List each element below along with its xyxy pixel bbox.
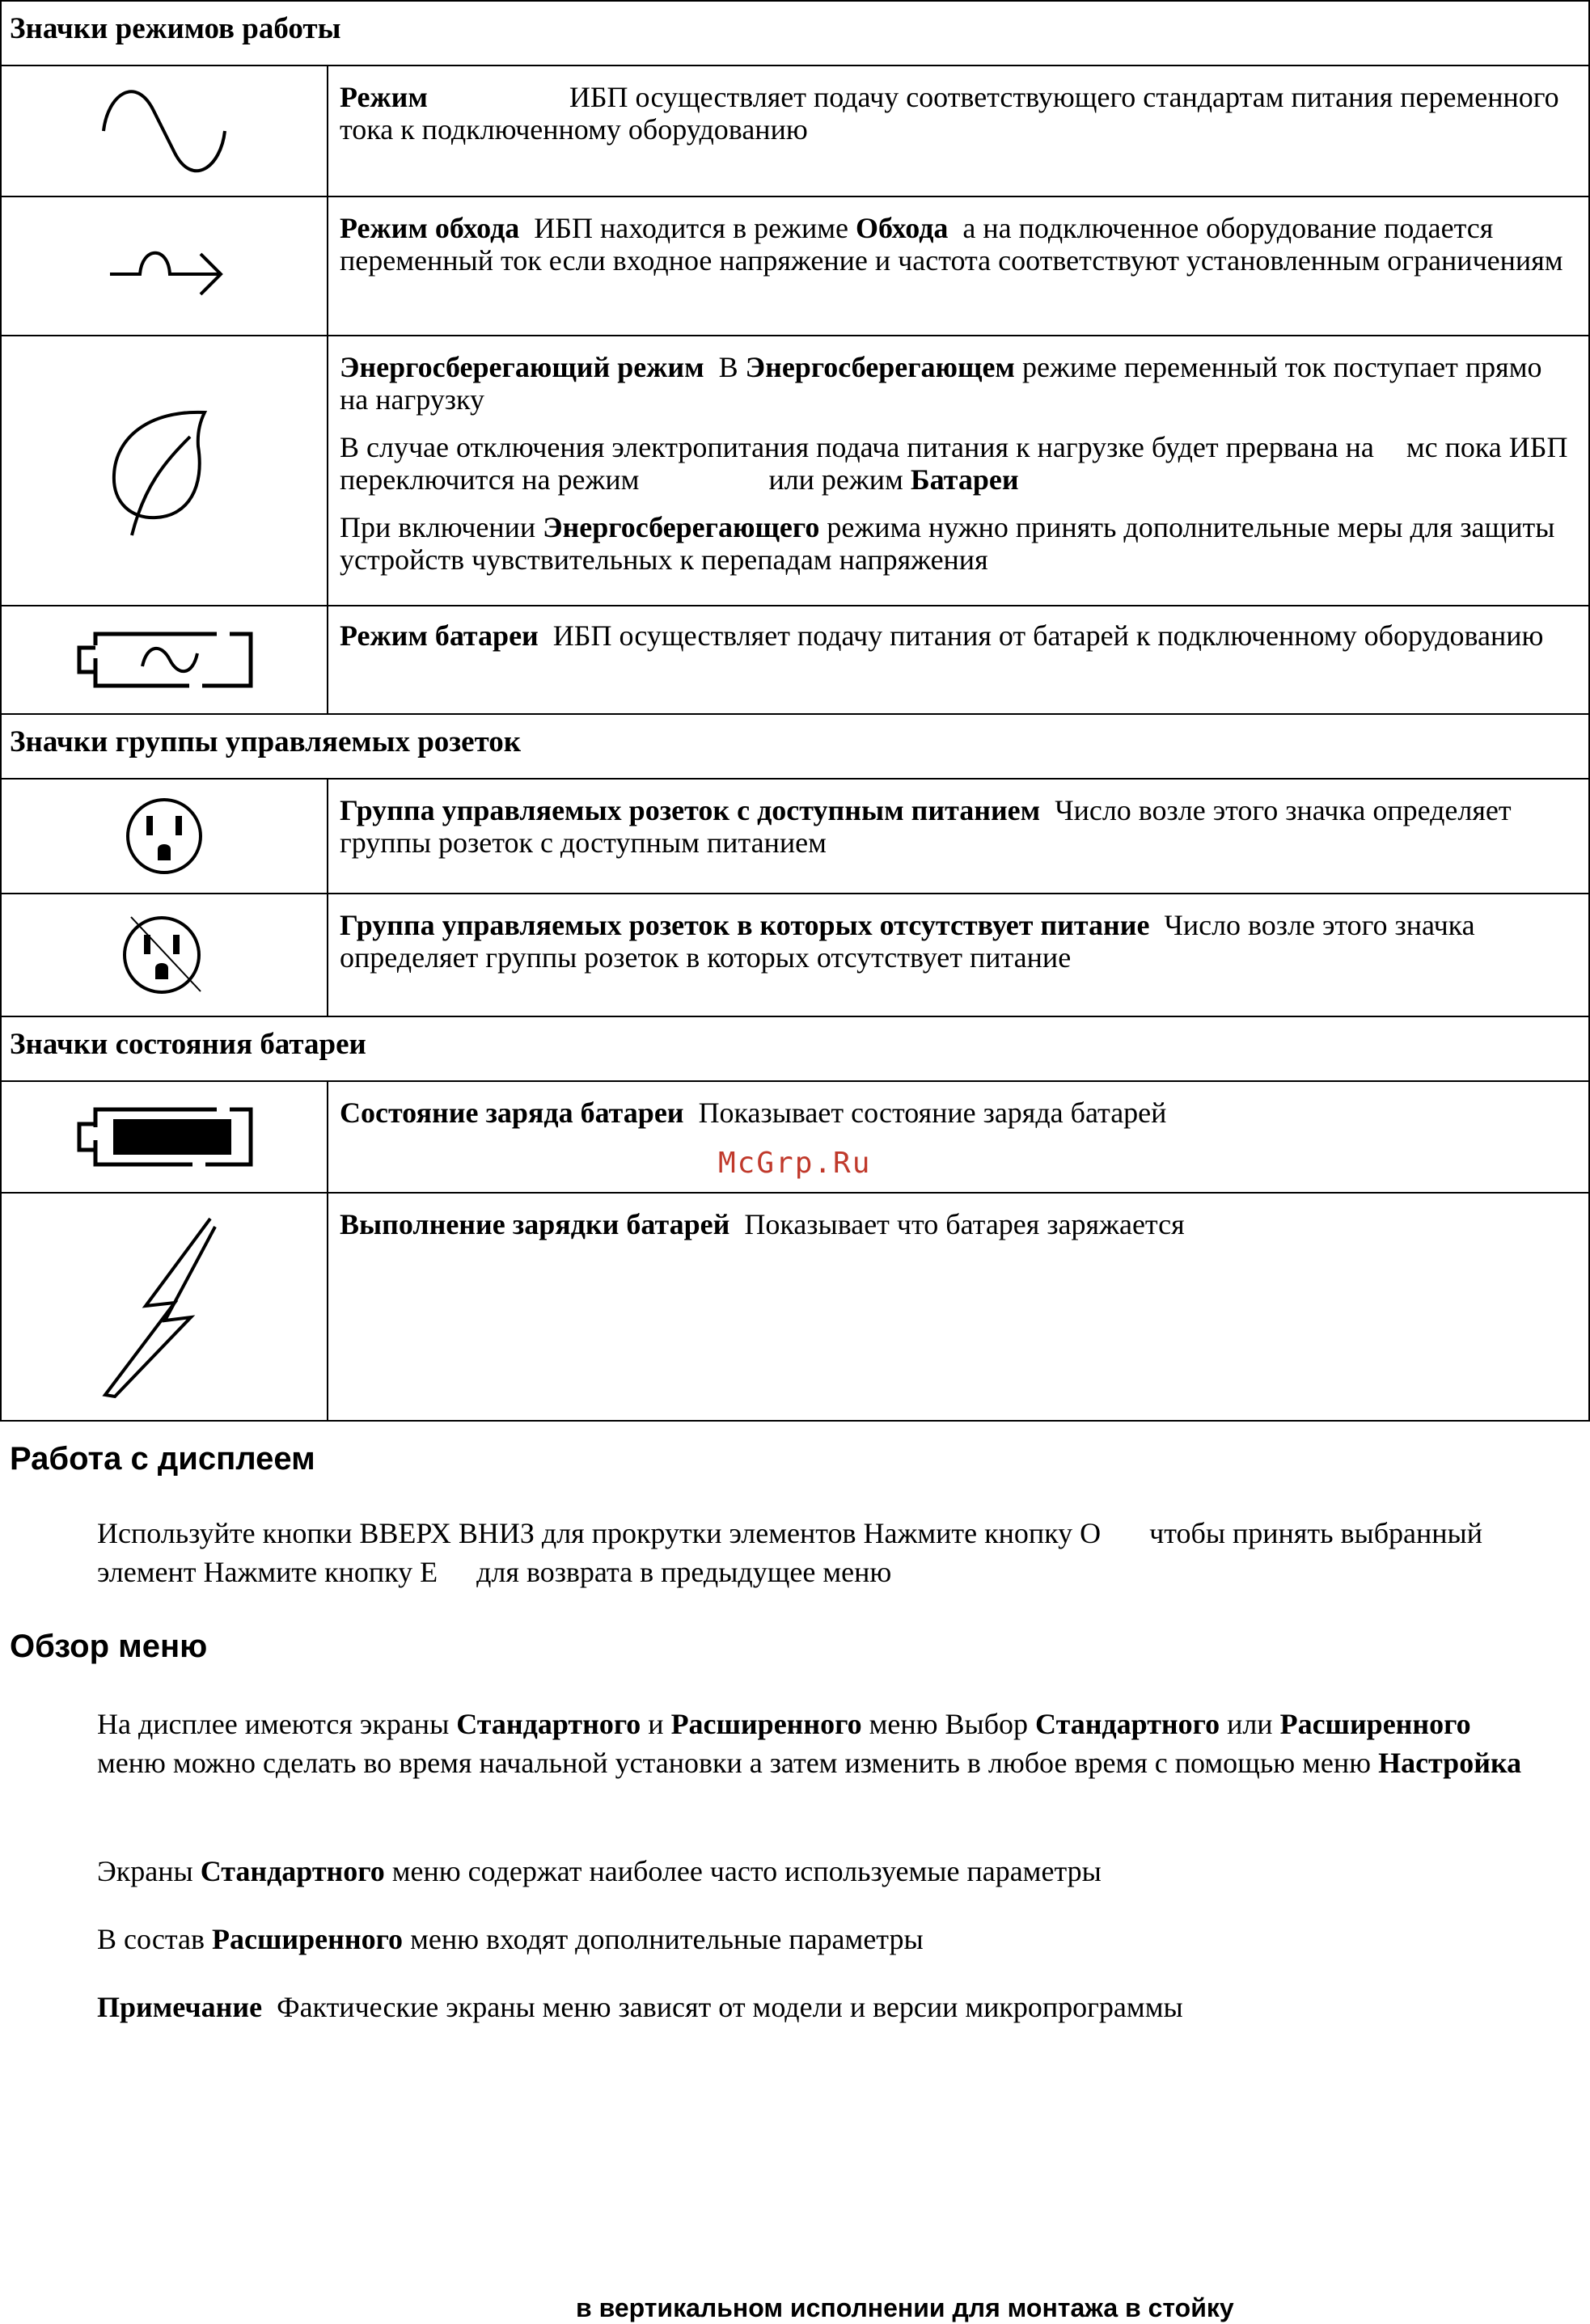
battery-full-icon [63,1103,265,1171]
table-row [1,894,1589,1016]
row-charging: Выполнение зарядки батарей Показывает что батарея заряжается [328,1193,1589,1421]
table-row [1,606,1589,714]
row-outlets-on: Группа управляемых розеток с доступным питанием Число возле этого значка определяет группы розеток с доступным питанием [328,779,1589,894]
leaf-icon [99,398,229,543]
sine-wave-icon [95,78,233,184]
menu-note: Примечание Фактические экраны меню зависят от модели и версии микропрограммы [97,1991,1183,2023]
menu-paragraph-2: Экраны Стандартного меню содержат наиболее часто используемые параметры [97,1855,1102,1887]
section-header-outlets: Значки группы управляемых розеток [1,714,1589,779]
table-row [1,779,1589,894]
section-header-modes: Значки режимов работы [1,1,1589,65]
table-row [1,65,1589,196]
page-footer: в вертикальном исполнении для монтажа в стойку [576,2293,1234,2322]
display-section-title: Работа с дисплеем [10,1441,315,1477]
display-section-text: Используйте кнопки ВВЕРХ ВНИЗ для прокрутки элементов Нажмите кнопку О чтобы принять выбранный элемент Нажмите кнопку Е для возврата в предыдущее меню [97,1517,1482,1588]
lightning-icon [95,1214,233,1400]
outlet-off-icon [120,911,209,999]
row-online: Режим ИБП осуществляет подачу соответствующего стандартам питания переменного тока к подключенному оборудованию [328,65,1589,196]
battery-sine-icon [63,627,265,692]
row-battery-mode: Режим батареи ИБП осуществляет подачу питания от батарей к подключенному оборудованию [328,606,1589,714]
row-bypass: Режим обхода ИБП находится в режиме Обхода а на подключенное оборудование подается переменный ток если входное напряжение и частота соответствуют установленным ограничениям [328,196,1589,336]
section-header-battery: Значки состояния батареи [1,1016,1589,1081]
row-eco: Энергосберегающий режим В Энергосберегающем режиме переменный ток поступает прямо на нагрузку В случае отключения электропитания подача питания к нагрузке будет прервана на мс пока ИБП переключится на режим или режим Батареи При включении Энергосберегающего режима нужно принять дополнительные меры для защиты устройств чувствительных к перепадам напряжения [328,336,1589,606]
watermark: McGrp.Ru [718,1147,872,1180]
row-outlets-off: Группа управляемых розеток в которых отсутствует питание Число возле этого значка определяет группы розеток в которых отсутствует питание [328,894,1589,1016]
row-charge-state: Состояние заряда батареи Показывает состояние заряда батарей [328,1081,1589,1193]
menu-paragraph-1: На дисплее имеются экраны Стандартного и Расширенного меню Выбор Стандартного или Расширенного меню можно сделать во время начальной установки а затем изменить в любое время с помощью меню Настройка [97,1708,1522,1779]
menu-section-title: Обзор меню [10,1629,208,1664]
table-row [1,196,1589,336]
bypass-arrow-icon [95,230,233,302]
table-row [1,336,1589,606]
menu-paragraph-3: В состав Расширенного меню входят дополнительные параметры [97,1923,924,1955]
table-row [1,1193,1589,1421]
outlet-icon [124,796,205,877]
